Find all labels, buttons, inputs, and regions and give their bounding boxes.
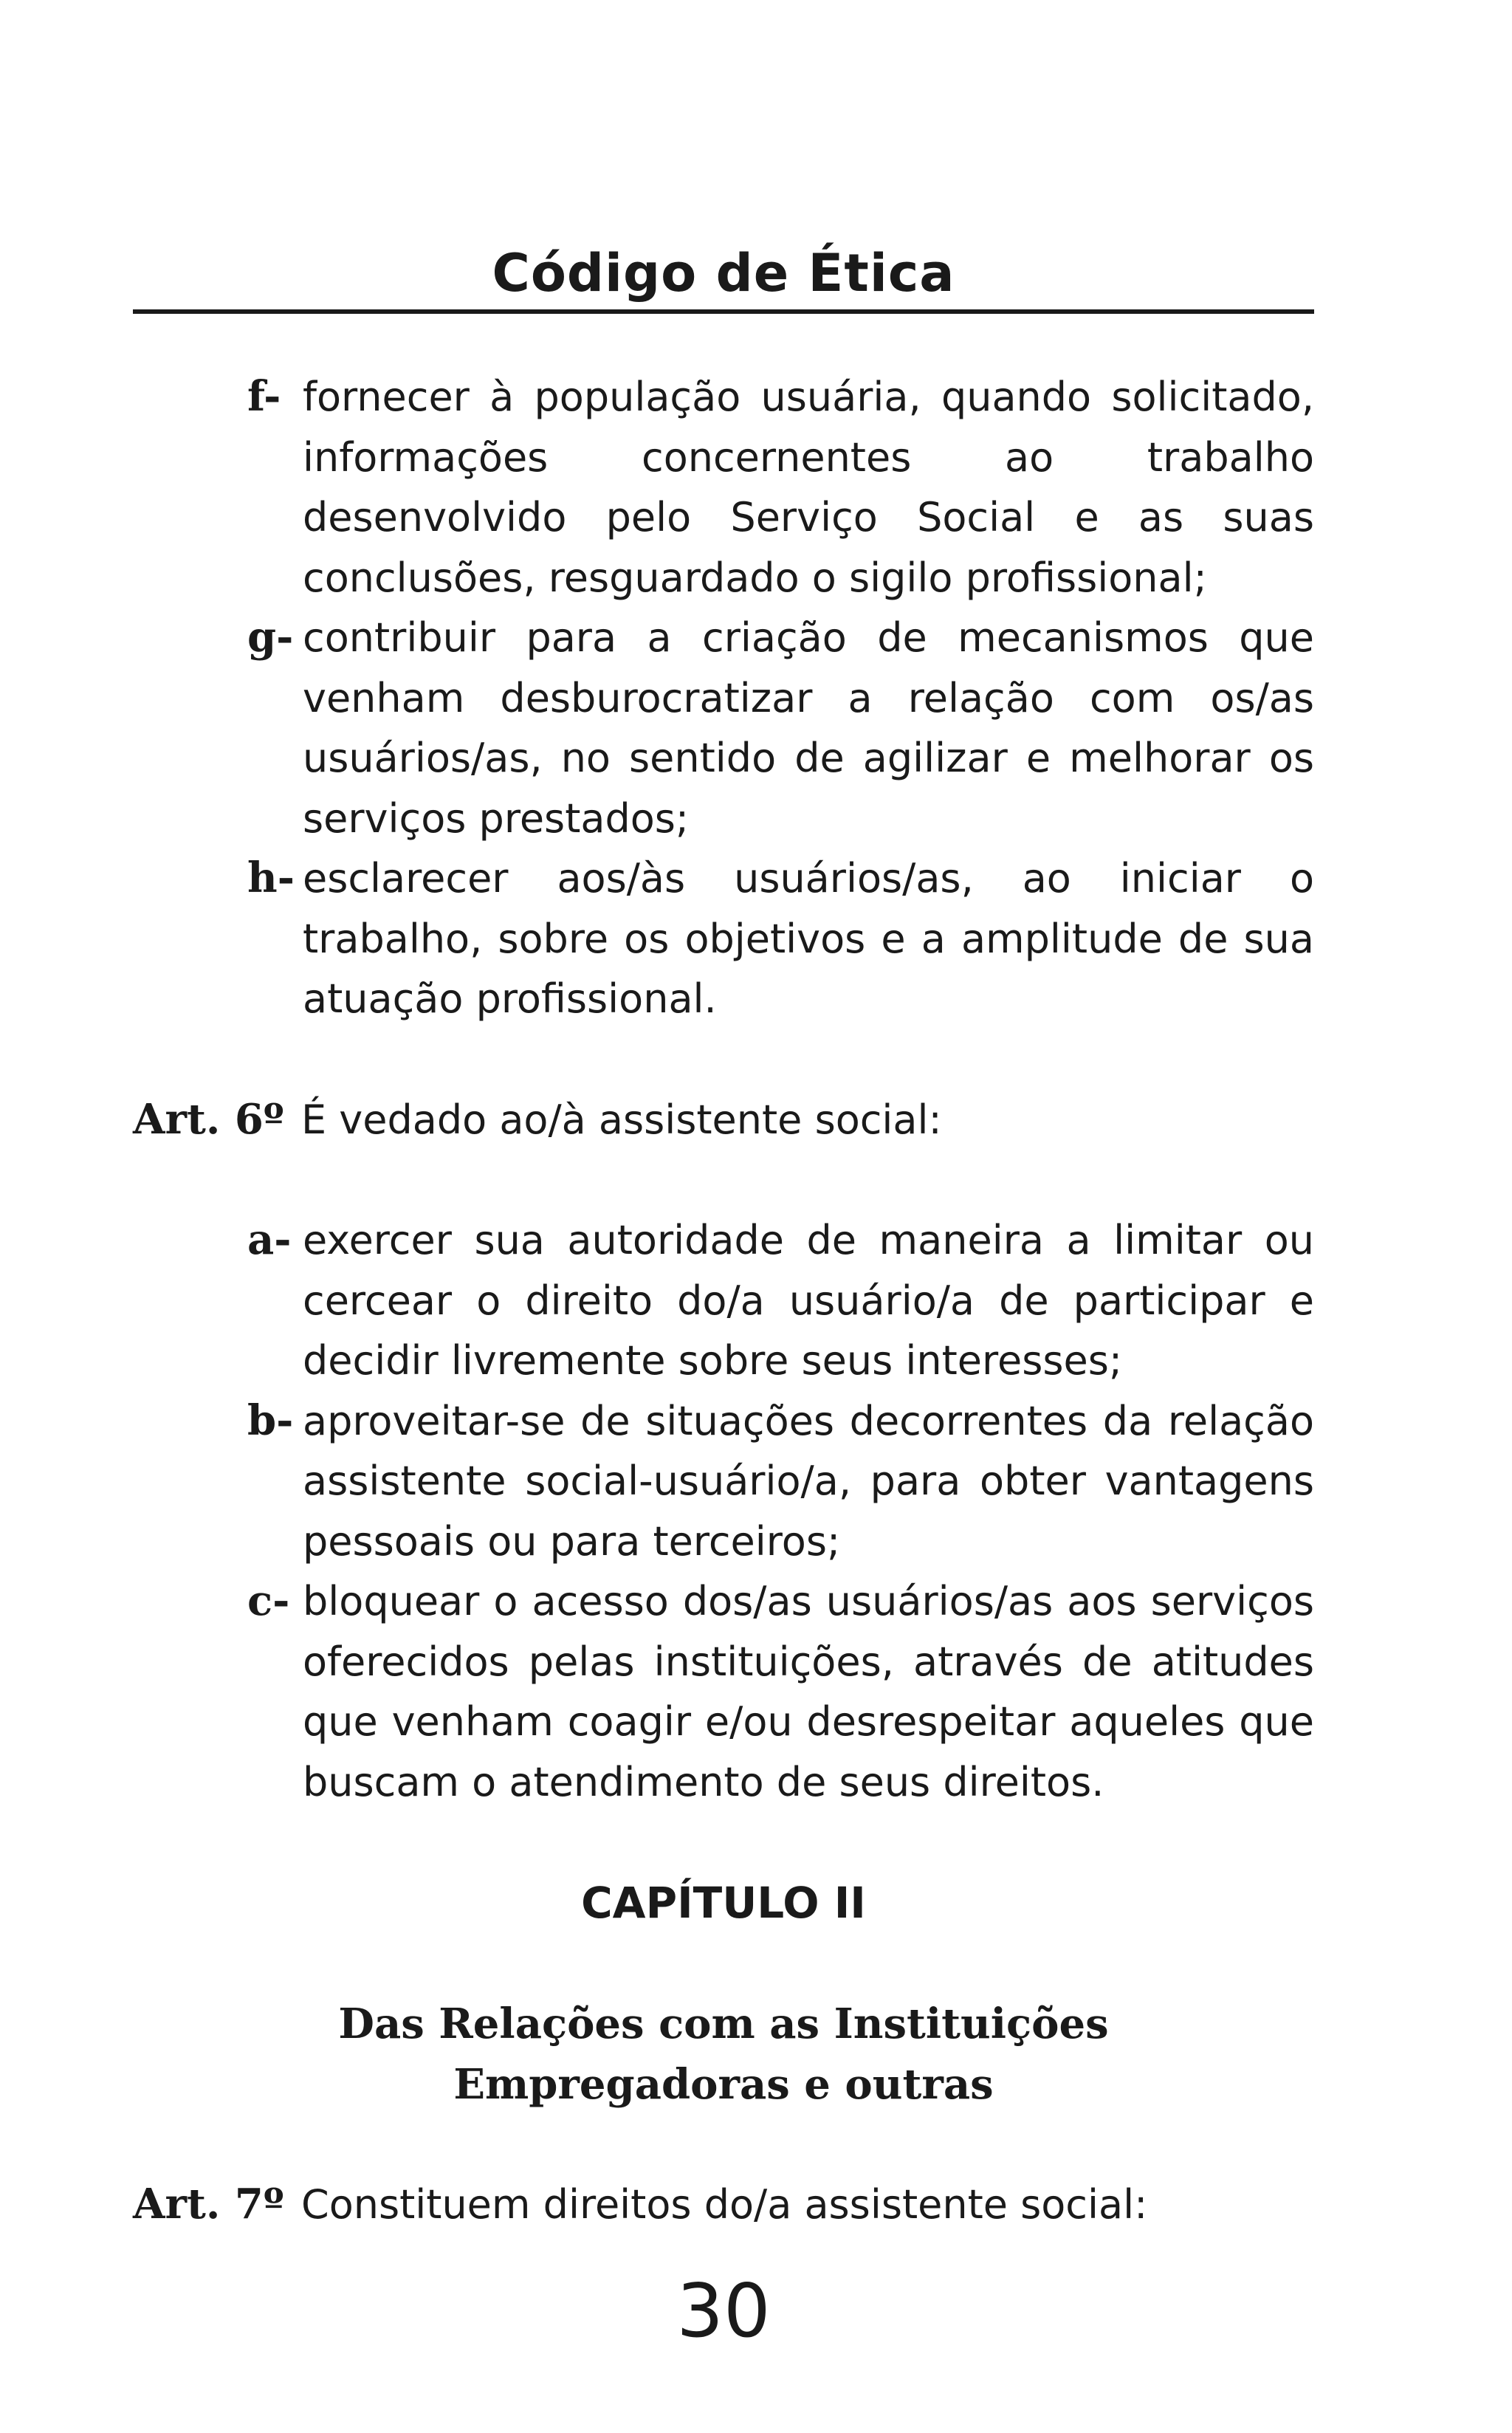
item-text: esclarecer aos/às usuários/as, ao iniciar o trabalho, sobre os objetivos e a amplitude de sua atuação profissional. — [303, 855, 1314, 1022]
list-item-a — [0, 1210, 1314, 1391]
list-item-g — [0, 608, 1314, 848]
article-text: É vedado ao/à assistente social: — [301, 1097, 942, 1143]
item-letter: g- — [247, 613, 294, 662]
item-letter: b- — [247, 1396, 294, 1445]
article-7 — [0, 2175, 1314, 2235]
art5-items-list — [0, 367, 1512, 1029]
item-letter: f- — [247, 372, 281, 421]
item-text: fornecer à população usuária, quando solicitado, informações concernentes ao trabalho desenvolvido pelo Serviço Social e as suas conclusões, resguardado o sigilo profissional; — [303, 374, 1314, 601]
page-number: 30 — [676, 2268, 771, 2354]
article-6 — [0, 1090, 1314, 1150]
art7-heading-block — [0, 2175, 1512, 2235]
item-text: aproveitar-se de situações decorrentes da relação assistente social-usuário/a, para obter vantagens pessoais ou para terceiros; — [303, 1397, 1314, 1565]
item-text: contribuir para a criação de mecanismos que venham desburocratizar a relação com os/as usuários/as, no sentido de agilizar e melhorar os serviços prestados; — [303, 614, 1314, 842]
chapter-subtitle-line2: Empregadoras e outras — [453, 2060, 994, 2109]
article-label: Art. 7º — [133, 2180, 284, 2228]
article-label: Art. 6º — [133, 1095, 284, 1144]
running-head: Código de Ética — [492, 243, 955, 303]
item-letter: c- — [247, 1576, 290, 1625]
item-letter: h- — [247, 854, 295, 902]
item-text: bloquear o acesso dos/as usuários/as aos serviços oferecidos pelas instituições, através de atitudes que venham coagir e/ou desrespeitar aqueles que buscam o atendimento de seus direitos. — [303, 1578, 1314, 1805]
item-letter: a- — [247, 1215, 292, 1264]
list-item-c — [0, 1571, 1314, 1812]
art6-heading-block — [0, 1090, 1512, 1150]
article-text: Constituem direitos do/a assistente social: — [301, 2181, 1148, 2228]
item-text: exercer sua autoridade de maneira a limitar ou cercear o direito do/a usuário/a de participar e decidir livremente sobre seus interesses; — [303, 1217, 1314, 1384]
chapter-title: CAPÍTULO II — [581, 1878, 866, 1928]
chapter-subtitle-line1: Das Relações com as Instituições — [338, 2000, 1109, 2048]
header-rule — [133, 309, 1314, 314]
list-item-b — [0, 1391, 1314, 1572]
art6-items-list — [0, 1210, 1512, 1812]
list-item-h — [0, 848, 1314, 1029]
list-item-f — [0, 367, 1314, 608]
